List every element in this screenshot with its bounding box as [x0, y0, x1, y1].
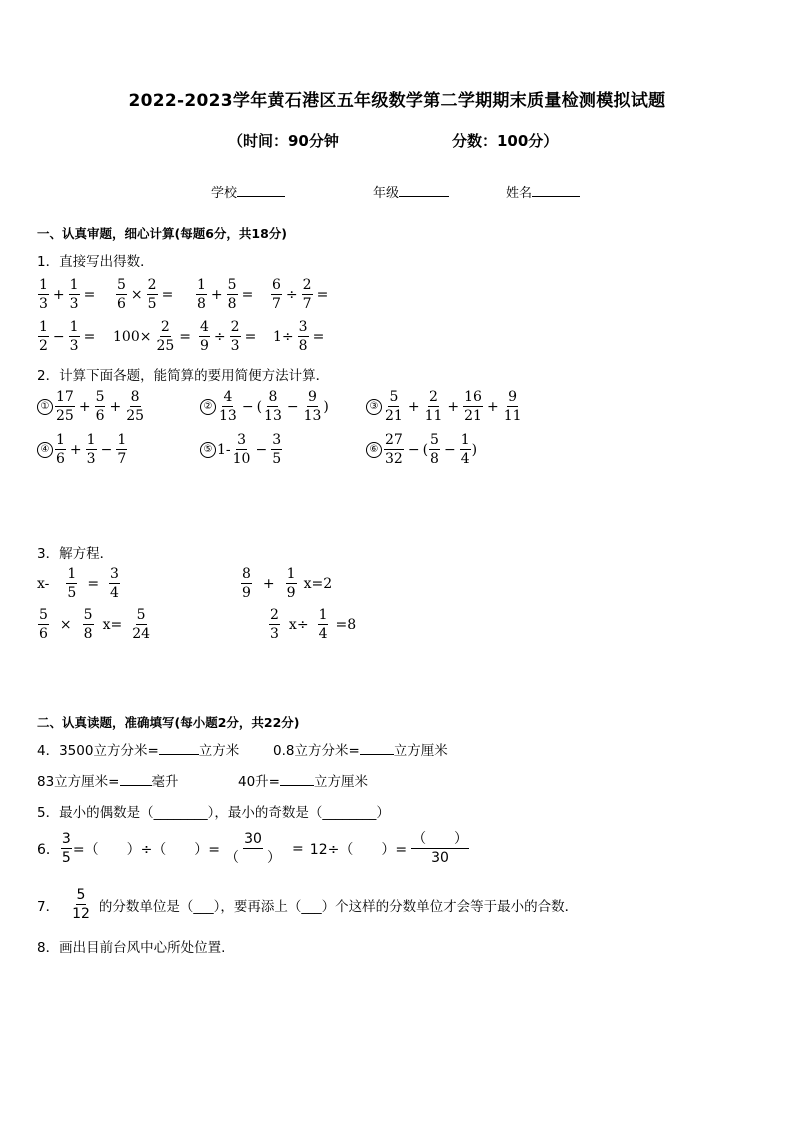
- q1-item-6: 100× $\frac{2}{25}$ =: [113, 319, 192, 354]
- q1-item-1: $\frac{1}{3}$ + $\frac{1}{3}$ =: [39, 277, 96, 312]
- q2-item-4: ④ $\frac{1}{6}$ + $\frac{1}{3}$ − $\frac{1}{7}$: [37, 433, 128, 466]
- question-7: 7． $\frac{5}{12}$ 的分数单位是（___），要再添上（___）个这样的分数单位才会等于最小的合数．: [37, 887, 579, 922]
- exam-score: 分数：100分）: [452, 132, 559, 150]
- equation-2: $\frac{8}{9}$ + $\frac{1}{9}$ x=2: [242, 566, 333, 601]
- equation-3: $\frac{5}{6}$ × $\frac{5}{8}$ x= $\frac{5}{24}$: [39, 607, 151, 642]
- equation-4: $\frac{2}{3}$ x÷ $\frac{1}{4}$ =8: [270, 607, 357, 642]
- q2-item-1: ① $\frac{17}{25}$ + $\frac{5}{6}$ + $\frac{8}{25}$: [37, 390, 146, 423]
- q1-item-2: $\frac{5}{6}$ × $\frac{2}{5}$ =: [117, 277, 174, 312]
- q1-item-4: $\frac{6}{7}$ ÷ $\frac{2}{7}$ =: [272, 277, 329, 312]
- section-1-heading: 一、认真审题，细心计算(每题6分，共18分): [37, 226, 288, 241]
- page-title: 2022-2023学年黄石港区五年级数学第二学期期末质量检测模拟试题: [128, 91, 666, 111]
- q1-item-3: $\frac{1}{8}$ + $\frac{5}{8}$ =: [197, 277, 254, 312]
- q1-item-7: $\frac{4}{9}$ ÷ $\frac{2}{3}$ =: [200, 319, 257, 354]
- question-4a: 4．3500立方分米= 立方米: [37, 743, 240, 759]
- q2-item-5: ⑤ 1- $\frac{3}{10}$ − $\frac{3}{5}$: [200, 433, 283, 466]
- question-1: 1．直接写出得数．: [37, 254, 154, 270]
- question-4d: 40升= 立方厘米: [238, 774, 368, 790]
- exam-time: （时间：90分钟: [228, 132, 339, 150]
- q1-item-8: 1÷ $\frac{3}{8}$ =: [273, 319, 325, 354]
- q1-item-5: $\frac{1}{2}$ − $\frac{1}{3}$ =: [39, 319, 96, 354]
- section-2-heading: 二、认真读题，准确填写(每小题2分，共22分): [37, 715, 300, 730]
- equation-1: x- $\frac{1}{5}$ = $\frac{3}{4}$: [37, 566, 119, 601]
- q2-item-3: ③ $\frac{5}{21}$ + $\frac{2}{11}$ + $\frac{16}{21}$ + $\frac{9}{11}$: [366, 390, 524, 423]
- question-2: 2．计算下面各题，能简算的要用简便方法计算．: [37, 368, 330, 384]
- school-field: 学校: [211, 182, 285, 201]
- name-field: 姓名: [506, 182, 580, 201]
- question-6: 6． $\frac{3}{5}$ =（ ）÷（ ）= $\frac{30}{( )}$ = 12÷（ ）= $\frac{( )}{30}$: [37, 831, 469, 866]
- question-4c: 83立方厘米= 毫升: [37, 774, 179, 790]
- q2-item-6: ⑥ $\frac{27}{32}$ − ( $\frac{5}{8}$ − $\frac{1}{4}$ ): [366, 433, 477, 466]
- question-8: 8．画出目前台风中心所处位置.: [37, 940, 226, 956]
- grade-field: 年级: [373, 182, 449, 201]
- question-5: 5．最小的偶数是（________），最小的奇数是（________）: [37, 805, 390, 821]
- question-3: 3．解方程．: [37, 546, 114, 562]
- q2-item-2: ② $\frac{4}{13}$ − ( $\frac{8}{13}$ − $\frac{9}{13}$ ): [200, 390, 329, 423]
- question-4b: 0.8立方分米= 立方厘米: [273, 743, 448, 759]
